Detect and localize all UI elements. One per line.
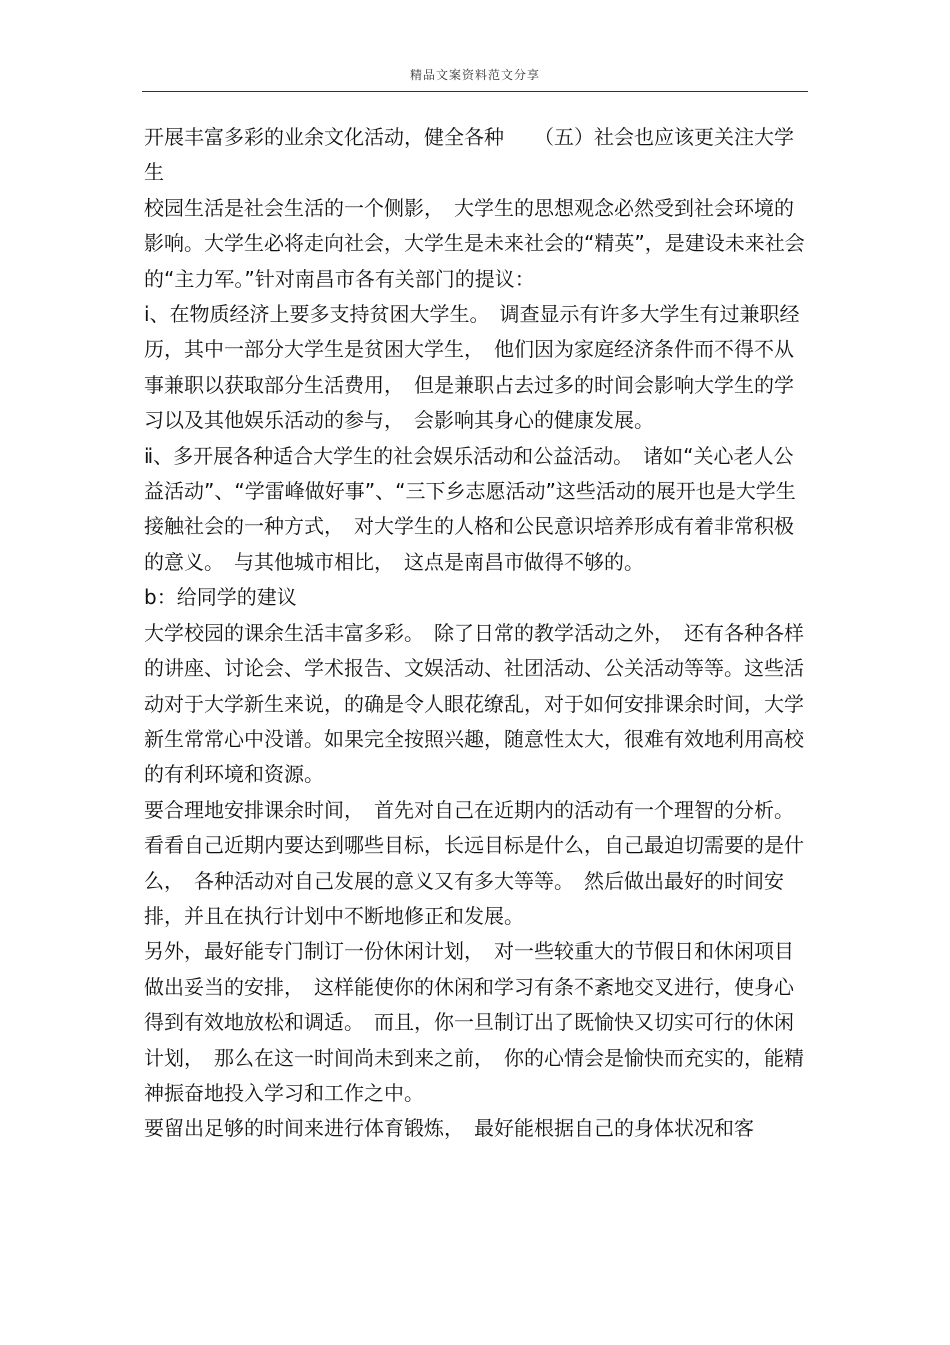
paragraph: 校园生活是社会生活的一个侧影， 大学生的思想观念必然受到社会环境的影响。大学生必将走向社会，大学生是未来社会的“精英”，是建设未来社会的“主力军。”针对南昌市各有关部门的提议： bbox=[144, 195, 805, 291]
paragraph: ⅰ、在物质经济上要多支持贫困大学生。 调查显示有许多大学生有过兼职经历，其中一部分大学生是贫困大学生， 他们因为家庭经济条件而不得不从事兼职以获取部分生活费用， 但是兼职占去过多的时间会影响大学生的学习以及其他娱乐活动的参与， 会影响其身心的健康发展。 bbox=[144, 302, 800, 433]
paragraph: 要合理地安排课余时间， 首先对自己在近期内的活动有一个理智的分析。看看自己近期内要达到哪些目标，长远目标是什么，自己最迫切需要的是什么， 各种活动对自己发展的意义又有多大等等。 然后做出最好的时间安排，并且在执行计划中不断地修正和发展。 bbox=[144, 797, 804, 928]
header-divider bbox=[142, 91, 808, 92]
paragraph: 大学校园的课余生活丰富多彩。 除了日常的教学活动之外， 还有各种各样的讲座、讨论会、学术报告、文娱活动、社团活动、公关活动等等。这些活动对于大学新生来说，的确是令人眼花缭乱，对于如何安排课余时间，大学新生常常心中没谱。如果完全按照兴趣，随意性太大，很难有效地利用高校的有利环境和资源。 bbox=[144, 620, 804, 787]
section-heading: b：给同学的建议 bbox=[144, 585, 297, 610]
paragraph: 要留出足够的时间来进行体育锻炼， 最好能根据自己的身体状况和客 bbox=[144, 1116, 754, 1141]
document-body bbox=[144, 120, 808, 1147]
paragraph: 另外，最好能专门制订一份休闲计划， 对一些较重大的节假日和休闲项目做出妥当的安排， 这样能使你的休闲和学习有条不紊地交叉进行，使身心得到有效地放松和调适。 而且，你一旦制订出了既愉快又切实可行的休闲计划， 那么在这一时间尚未到来之前， 你的心情会是愉快而充实的，能精神振奋地投入学习和工作之中。 bbox=[144, 939, 804, 1105]
page-header-title: 精品文案资料范文分享 bbox=[409, 68, 540, 82]
paragraph: ⅱ、多开展各种适合大学生的社会娱乐活动和公益活动。 诸如“关心老人公益活动”、“学雷峰做好事”、“三下乡志愿活动”这些活动的展开也是大学生接触社会的一种方式， 对大学生的人格和公民意识培养形成有着非常积极的意义。 与其他城市相比， 这点是南昌市做得不够的。 bbox=[144, 443, 796, 574]
paragraph: 开展丰富多彩的业余文化活动，健全各种 （五）社会也应该更关注大学生 bbox=[144, 125, 794, 185]
